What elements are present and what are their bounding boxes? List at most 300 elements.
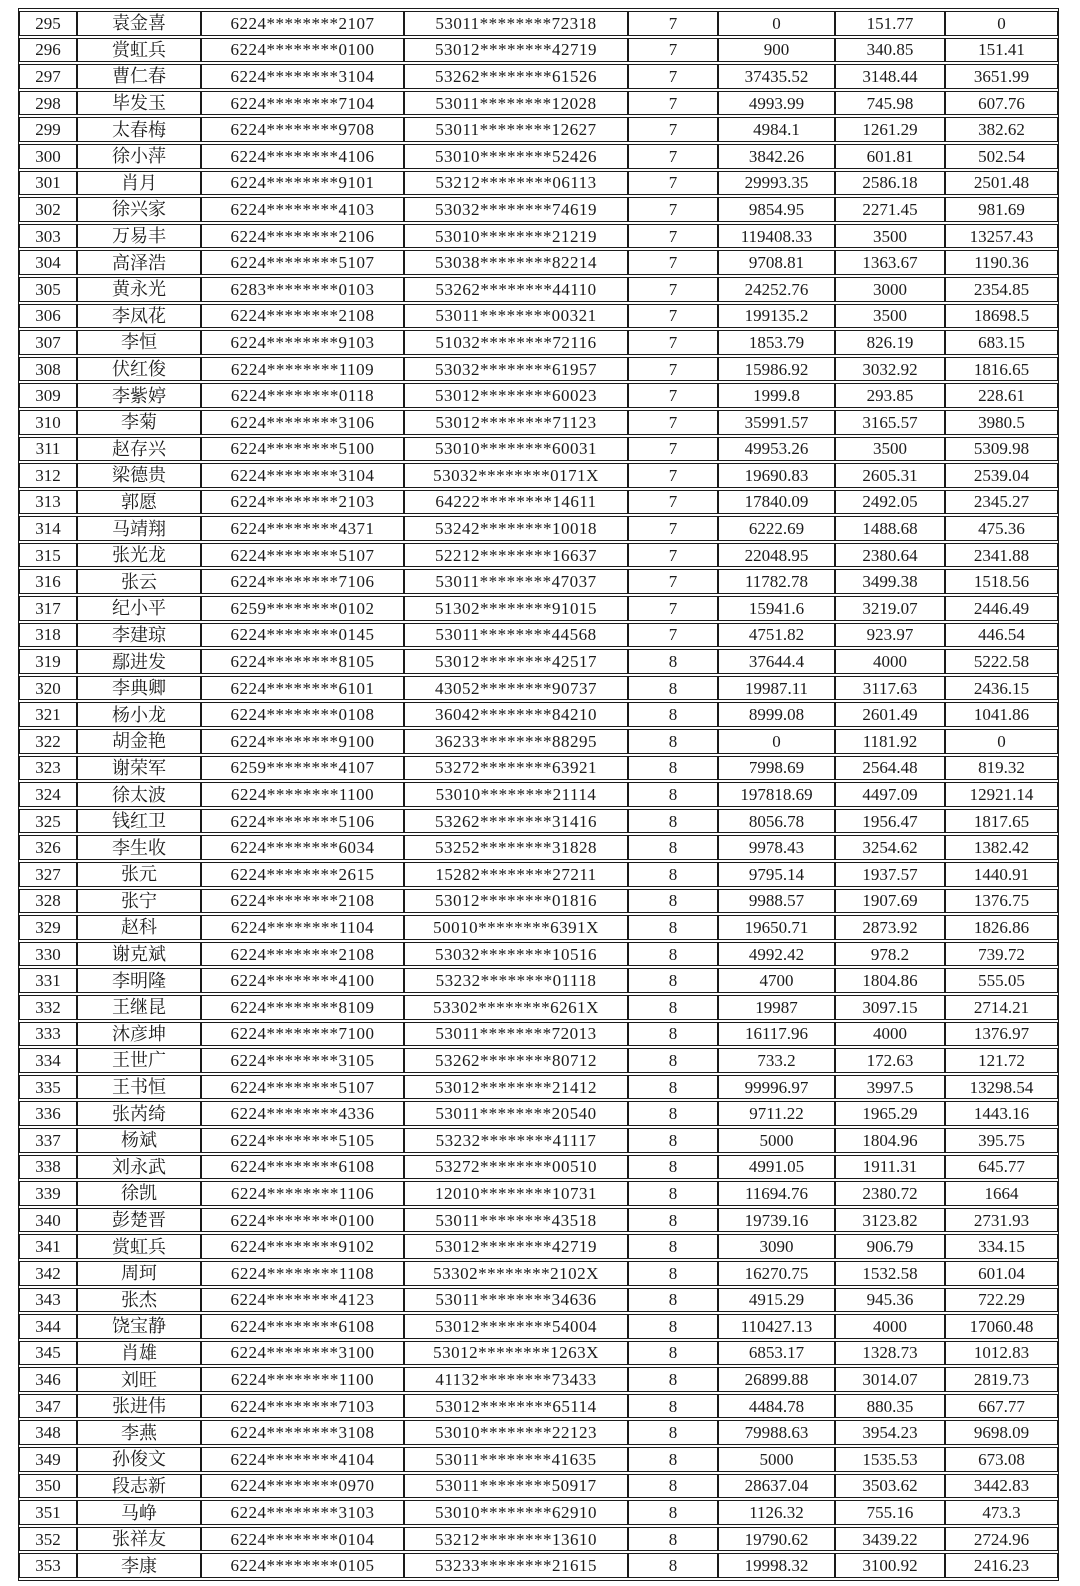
cell-month: 8: [628, 1022, 718, 1047]
cell-amount-b: 2380.72: [835, 1181, 945, 1206]
cell-id-number: 53262********44110: [404, 277, 628, 302]
cell-month: 7: [628, 171, 718, 196]
cell-card-number: 6224********9103: [201, 330, 404, 355]
cell-row-number: 328: [19, 889, 77, 914]
cell-month: 8: [628, 1128, 718, 1153]
cell-row-number: 314: [19, 516, 77, 541]
table-row: [19, 729, 1058, 754]
cell-month: 8: [628, 968, 718, 993]
cell-id-number: 53038********82214: [404, 250, 628, 275]
cell-row-number: 329: [19, 915, 77, 940]
cell-name: 张进伟: [77, 1394, 201, 1419]
cell-card-number: 6224********0100: [201, 38, 404, 63]
cell-name: 伏红俊: [77, 357, 201, 382]
cell-card-number: 6224********0118: [201, 383, 404, 408]
cell-amount-b: 2271.45: [835, 197, 945, 222]
cell-amount-a: 19998.32: [718, 1553, 835, 1578]
cell-id-number: 53011********50917: [404, 1474, 628, 1499]
cell-name: 徐太波: [77, 782, 201, 807]
cell-amount-c: 334.15: [945, 1234, 1058, 1259]
cell-amount-b: 1911.31: [835, 1155, 945, 1180]
cell-amount-b: 2380.64: [835, 543, 945, 568]
cell-amount-b: 3123.82: [835, 1208, 945, 1233]
cell-amount-b: 3148.44: [835, 64, 945, 89]
cell-amount-b: 2873.92: [835, 915, 945, 940]
cell-id-number: 43052********90737: [404, 676, 628, 701]
cell-amount-b: 3219.07: [835, 596, 945, 621]
cell-amount-c: 1041.86: [945, 702, 1058, 727]
cell-month: 7: [628, 543, 718, 568]
cell-amount-c: 13298.54: [945, 1075, 1058, 1100]
cell-month: 8: [628, 1101, 718, 1126]
cell-month: 8: [628, 702, 718, 727]
cell-amount-c: 819.32: [945, 756, 1058, 781]
cell-amount-b: 3097.15: [835, 995, 945, 1020]
cell-month: 7: [628, 197, 718, 222]
cell-name: 沐彦坤: [77, 1022, 201, 1047]
cell-amount-c: 683.15: [945, 330, 1058, 355]
cell-id-number: 15282********27211: [404, 862, 628, 887]
cell-amount-a: 37435.52: [718, 64, 835, 89]
cell-month: 8: [628, 1474, 718, 1499]
cell-id-number: 53010********21219: [404, 224, 628, 249]
cell-month: 8: [628, 1048, 718, 1073]
table-row: [19, 11, 1058, 36]
table-row: [19, 1474, 1058, 1499]
cell-row-number: 340: [19, 1208, 77, 1233]
cell-card-number: 6224********1109: [201, 357, 404, 382]
cell-month: 8: [628, 1500, 718, 1525]
cell-amount-a: 119408.33: [718, 224, 835, 249]
table-row: [19, 250, 1058, 275]
cell-name: 高泽浩: [77, 250, 201, 275]
cell-card-number: 6224********2106: [201, 224, 404, 249]
cell-card-number: 6224********5105: [201, 1128, 404, 1153]
cell-month: 7: [628, 224, 718, 249]
cell-card-number: 6224********7100: [201, 1022, 404, 1047]
cell-month: 8: [628, 1288, 718, 1313]
cell-amount-a: 4991.05: [718, 1155, 835, 1180]
cell-card-number: 6224********4104: [201, 1447, 404, 1472]
cell-amount-b: 1328.73: [835, 1341, 945, 1366]
cell-amount-a: 900: [718, 38, 835, 63]
cell-name: 马峥: [77, 1500, 201, 1525]
cell-card-number: 6224********0104: [201, 1527, 404, 1552]
cell-month: 7: [628, 250, 718, 275]
table-row: [19, 782, 1058, 807]
cell-id-number: 53012********65114: [404, 1394, 628, 1419]
cell-amount-a: 15986.92: [718, 357, 835, 382]
cell-card-number: 6224********6101: [201, 676, 404, 701]
cell-amount-c: 1190.36: [945, 250, 1058, 275]
cell-id-number: 53212********06113: [404, 171, 628, 196]
cell-amount-b: 3032.92: [835, 357, 945, 382]
cell-amount-b: 4497.09: [835, 782, 945, 807]
cell-month: 8: [628, 676, 718, 701]
cell-amount-b: 3500: [835, 437, 945, 462]
table-row: [19, 490, 1058, 515]
table-row: [19, 543, 1058, 568]
cell-month: 7: [628, 117, 718, 142]
cell-amount-a: 7998.69: [718, 756, 835, 781]
cell-amount-a: 26899.88: [718, 1367, 835, 1392]
cell-amount-b: 3499.38: [835, 569, 945, 594]
cell-id-number: 53032********74619: [404, 197, 628, 222]
cell-row-number: 342: [19, 1261, 77, 1286]
cell-id-number: 53010********60031: [404, 437, 628, 462]
table-row: [19, 224, 1058, 249]
cell-id-number: 53262********61526: [404, 64, 628, 89]
cell-name: 徐小萍: [77, 144, 201, 169]
cell-row-number: 296: [19, 38, 77, 63]
table-row: [19, 304, 1058, 329]
cell-amount-c: 1443.16: [945, 1101, 1058, 1126]
cell-id-number: 53242********10018: [404, 516, 628, 541]
cell-id-number: 53252********31828: [404, 835, 628, 860]
cell-row-number: 311: [19, 437, 77, 462]
cell-amount-c: 502.54: [945, 144, 1058, 169]
table-row: [19, 1075, 1058, 1100]
cell-amount-b: 3954.23: [835, 1420, 945, 1445]
cell-amount-b: 3100.92: [835, 1553, 945, 1578]
cell-card-number: 6224********5107: [201, 543, 404, 568]
cell-amount-b: 1261.29: [835, 117, 945, 142]
cell-amount-b: 3500: [835, 304, 945, 329]
table-row: [19, 968, 1058, 993]
cell-id-number: 53012********21412: [404, 1075, 628, 1100]
cell-name: 谢荣军: [77, 756, 201, 781]
cell-amount-a: 49953.26: [718, 437, 835, 462]
cell-amount-b: 1535.53: [835, 1447, 945, 1472]
cell-row-number: 350: [19, 1474, 77, 1499]
table-row: [19, 995, 1058, 1020]
cell-amount-a: 19987.11: [718, 676, 835, 701]
cell-amount-a: 0: [718, 729, 835, 754]
table-row: [19, 649, 1058, 674]
cell-id-number: 53011********41635: [404, 1447, 628, 1472]
cell-amount-c: 722.29: [945, 1288, 1058, 1313]
cell-card-number: 6224********4103: [201, 197, 404, 222]
cell-id-number: 12010********10731: [404, 1181, 628, 1206]
cell-amount-a: 4993.99: [718, 91, 835, 116]
cell-card-number: 6224********3104: [201, 64, 404, 89]
table-row: [19, 835, 1058, 860]
cell-amount-c: 9698.09: [945, 1420, 1058, 1445]
cell-id-number: 53012********54004: [404, 1314, 628, 1339]
cell-amount-b: 1804.86: [835, 968, 945, 993]
records-table: [18, 8, 1059, 1581]
table-row: [19, 144, 1058, 169]
cell-row-number: 346: [19, 1367, 77, 1392]
cell-month: 8: [628, 1341, 718, 1366]
cell-id-number: 53012********01816: [404, 889, 628, 914]
cell-amount-c: 1817.65: [945, 809, 1058, 834]
cell-name: 张杰: [77, 1288, 201, 1313]
cell-amount-c: 5309.98: [945, 437, 1058, 462]
cell-amount-c: 121.72: [945, 1048, 1058, 1073]
cell-name: 肖月: [77, 171, 201, 196]
table-row: [19, 623, 1058, 648]
cell-id-number: 36233********88295: [404, 729, 628, 754]
cell-id-number: 53011********00321: [404, 304, 628, 329]
cell-row-number: 330: [19, 942, 77, 967]
cell-amount-a: 110427.13: [718, 1314, 835, 1339]
cell-month: 8: [628, 756, 718, 781]
table-row: [19, 1048, 1058, 1073]
cell-amount-a: 22048.95: [718, 543, 835, 568]
cell-name: 李恒: [77, 330, 201, 355]
table-row: [19, 1022, 1058, 1047]
table-row: [19, 277, 1058, 302]
cell-card-number: 6224********3105: [201, 1048, 404, 1073]
cell-card-number: 6224********6034: [201, 835, 404, 860]
table-row: [19, 942, 1058, 967]
cell-row-number: 338: [19, 1155, 77, 1180]
cell-amount-c: 395.75: [945, 1128, 1058, 1153]
cell-amount-c: 0: [945, 729, 1058, 754]
cell-id-number: 53032********10516: [404, 942, 628, 967]
cell-month: 7: [628, 11, 718, 36]
cell-id-number: 53010********52426: [404, 144, 628, 169]
table-row: [19, 1500, 1058, 1525]
cell-card-number: 6283********0103: [201, 277, 404, 302]
table-row: [19, 1553, 1058, 1578]
cell-amount-b: 978.2: [835, 942, 945, 967]
cell-card-number: 6224********9708: [201, 117, 404, 142]
cell-id-number: 53032********61957: [404, 357, 628, 382]
cell-amount-b: 1363.67: [835, 250, 945, 275]
cell-id-number: 53011********43518: [404, 1208, 628, 1233]
cell-month: 8: [628, 862, 718, 887]
cell-card-number: 6224********3100: [201, 1341, 404, 1366]
cell-id-number: 53010********22123: [404, 1420, 628, 1445]
cell-amount-b: 3500: [835, 224, 945, 249]
cell-amount-a: 5000: [718, 1128, 835, 1153]
cell-amount-a: 28637.04: [718, 1474, 835, 1499]
cell-name: 刘旺: [77, 1367, 201, 1392]
cell-row-number: 310: [19, 410, 77, 435]
cell-card-number: 6224********1100: [201, 1367, 404, 1392]
cell-amount-b: 1488.68: [835, 516, 945, 541]
cell-row-number: 351: [19, 1500, 77, 1525]
cell-amount-c: 2354.85: [945, 277, 1058, 302]
cell-name: 肖雄: [77, 1341, 201, 1366]
cell-row-number: 325: [19, 809, 77, 834]
cell-card-number: 6224********3106: [201, 410, 404, 435]
cell-month: 8: [628, 995, 718, 1020]
cell-month: 8: [628, 1447, 718, 1472]
cell-amount-a: 9708.81: [718, 250, 835, 275]
cell-id-number: 53012********42517: [404, 649, 628, 674]
cell-amount-a: 3090: [718, 1234, 835, 1259]
cell-row-number: 352: [19, 1527, 77, 1552]
cell-amount-a: 733.2: [718, 1048, 835, 1073]
cell-row-number: 332: [19, 995, 77, 1020]
cell-amount-b: 2601.49: [835, 702, 945, 727]
cell-amount-c: 607.76: [945, 91, 1058, 116]
cell-id-number: 53302********2102X: [404, 1261, 628, 1286]
cell-name: 李康: [77, 1553, 201, 1578]
cell-card-number: 6224********8109: [201, 995, 404, 1020]
cell-amount-a: 35991.57: [718, 410, 835, 435]
table-row: [19, 596, 1058, 621]
cell-amount-c: 2345.27: [945, 490, 1058, 515]
cell-row-number: 295: [19, 11, 77, 36]
cell-id-number: 53012********1263X: [404, 1341, 628, 1366]
cell-id-number: 53011********20540: [404, 1101, 628, 1126]
cell-amount-a: 1999.8: [718, 383, 835, 408]
cell-name: 钱红卫: [77, 809, 201, 834]
cell-amount-a: 9711.22: [718, 1101, 835, 1126]
cell-amount-c: 3442.83: [945, 1474, 1058, 1499]
table-row: [19, 889, 1058, 914]
cell-amount-c: 2714.21: [945, 995, 1058, 1020]
cell-id-number: 53232********01118: [404, 968, 628, 993]
cell-amount-c: 2724.96: [945, 1527, 1058, 1552]
table-row: [19, 756, 1058, 781]
cell-name: 李典卿: [77, 676, 201, 701]
cell-row-number: 336: [19, 1101, 77, 1126]
cell-id-number: 53011********44568: [404, 623, 628, 648]
table-row: [19, 38, 1058, 63]
cell-id-number: 53262********80712: [404, 1048, 628, 1073]
cell-name: 刘永武: [77, 1155, 201, 1180]
cell-amount-b: 3165.57: [835, 410, 945, 435]
cell-month: 7: [628, 357, 718, 382]
cell-card-number: 6224********7106: [201, 569, 404, 594]
cell-card-number: 6224********3108: [201, 1420, 404, 1445]
table-row: [19, 1288, 1058, 1313]
cell-amount-a: 1853.79: [718, 330, 835, 355]
cell-amount-a: 6853.17: [718, 1341, 835, 1366]
cell-card-number: 6259********0102: [201, 596, 404, 621]
cell-amount-c: 1826.86: [945, 915, 1058, 940]
cell-amount-a: 11782.78: [718, 569, 835, 594]
cell-id-number: 64222********14611: [404, 490, 628, 515]
cell-amount-b: 1181.92: [835, 729, 945, 754]
cell-name: 张祥友: [77, 1527, 201, 1552]
cell-amount-c: 228.61: [945, 383, 1058, 408]
cell-amount-c: 2501.48: [945, 171, 1058, 196]
cell-name: 李紫婷: [77, 383, 201, 408]
cell-id-number: 51302********91015: [404, 596, 628, 621]
cell-name: 孙俊文: [77, 1447, 201, 1472]
cell-card-number: 6224********2108: [201, 889, 404, 914]
cell-amount-b: 3254.62: [835, 835, 945, 860]
cell-amount-c: 1376.75: [945, 889, 1058, 914]
cell-name: 纪小平: [77, 596, 201, 621]
cell-row-number: 309: [19, 383, 77, 408]
cell-card-number: 6224********0100: [201, 1208, 404, 1233]
cell-name: 徐凯: [77, 1181, 201, 1206]
cell-amount-a: 9978.43: [718, 835, 835, 860]
cell-amount-b: 1937.57: [835, 862, 945, 887]
cell-card-number: 6224********7104: [201, 91, 404, 116]
cell-card-number: 6224********1108: [201, 1261, 404, 1286]
cell-amount-a: 99996.97: [718, 1075, 835, 1100]
cell-amount-a: 8999.08: [718, 702, 835, 727]
cell-card-number: 6224********5107: [201, 250, 404, 275]
cell-name: 彭楚晋: [77, 1208, 201, 1233]
cell-name: 饶宝静: [77, 1314, 201, 1339]
cell-row-number: 315: [19, 543, 77, 568]
cell-name: 张光龙: [77, 543, 201, 568]
cell-amount-c: 981.69: [945, 197, 1058, 222]
cell-month: 8: [628, 1553, 718, 1578]
cell-card-number: 6224********1104: [201, 915, 404, 940]
table-row: [19, 197, 1058, 222]
table-row: [19, 1128, 1058, 1153]
cell-amount-a: 16270.75: [718, 1261, 835, 1286]
cell-id-number: 53232********41117: [404, 1128, 628, 1153]
cell-card-number: 6224********2103: [201, 490, 404, 515]
cell-amount-b: 906.79: [835, 1234, 945, 1259]
cell-amount-b: 755.16: [835, 1500, 945, 1525]
cell-month: 7: [628, 91, 718, 116]
cell-amount-a: 9854.95: [718, 197, 835, 222]
table-row: [19, 437, 1058, 462]
cell-month: 7: [628, 463, 718, 488]
cell-month: 8: [628, 1394, 718, 1419]
cell-row-number: 322: [19, 729, 77, 754]
cell-card-number: 6224********9102: [201, 1234, 404, 1259]
cell-id-number: 53011********12627: [404, 117, 628, 142]
cell-amount-c: 3651.99: [945, 64, 1058, 89]
cell-row-number: 306: [19, 304, 77, 329]
cell-amount-b: 4000: [835, 1022, 945, 1047]
cell-row-number: 319: [19, 649, 77, 674]
cell-row-number: 305: [19, 277, 77, 302]
cell-amount-a: 0: [718, 11, 835, 36]
cell-id-number: 50010********6391X: [404, 915, 628, 940]
cell-row-number: 348: [19, 1420, 77, 1445]
table-row: [19, 64, 1058, 89]
cell-row-number: 317: [19, 596, 77, 621]
table-row: [19, 1394, 1058, 1419]
cell-amount-b: 3014.07: [835, 1367, 945, 1392]
cell-name: 李菊: [77, 410, 201, 435]
table-row: [19, 516, 1058, 541]
cell-id-number: 53011********47037: [404, 569, 628, 594]
cell-card-number: 6224********2108: [201, 304, 404, 329]
cell-row-number: 327: [19, 862, 77, 887]
cell-month: 8: [628, 1261, 718, 1286]
cell-amount-c: 382.62: [945, 117, 1058, 142]
cell-card-number: 6224********2108: [201, 942, 404, 967]
cell-name: 杨小龙: [77, 702, 201, 727]
cell-amount-a: 19790.62: [718, 1527, 835, 1552]
cell-id-number: 51032********72116: [404, 330, 628, 355]
cell-row-number: 298: [19, 91, 77, 116]
cell-card-number: 6224********4100: [201, 968, 404, 993]
cell-id-number: 53010********21114: [404, 782, 628, 807]
table-row: [19, 1155, 1058, 1180]
cell-row-number: 307: [19, 330, 77, 355]
cell-card-number: 6224********0105: [201, 1553, 404, 1578]
table-row: [19, 1208, 1058, 1233]
cell-id-number: 53010********62910: [404, 1500, 628, 1525]
cell-name: 毕发玉: [77, 91, 201, 116]
cell-id-number: 53012********71123: [404, 410, 628, 435]
cell-name: 徐兴家: [77, 197, 201, 222]
cell-name: 张宁: [77, 889, 201, 914]
cell-name: 曹仁春: [77, 64, 201, 89]
cell-amount-c: 673.08: [945, 1447, 1058, 1472]
cell-name: 梁德贵: [77, 463, 201, 488]
cell-month: 8: [628, 729, 718, 754]
table-row: [19, 676, 1058, 701]
cell-row-number: 333: [19, 1022, 77, 1047]
